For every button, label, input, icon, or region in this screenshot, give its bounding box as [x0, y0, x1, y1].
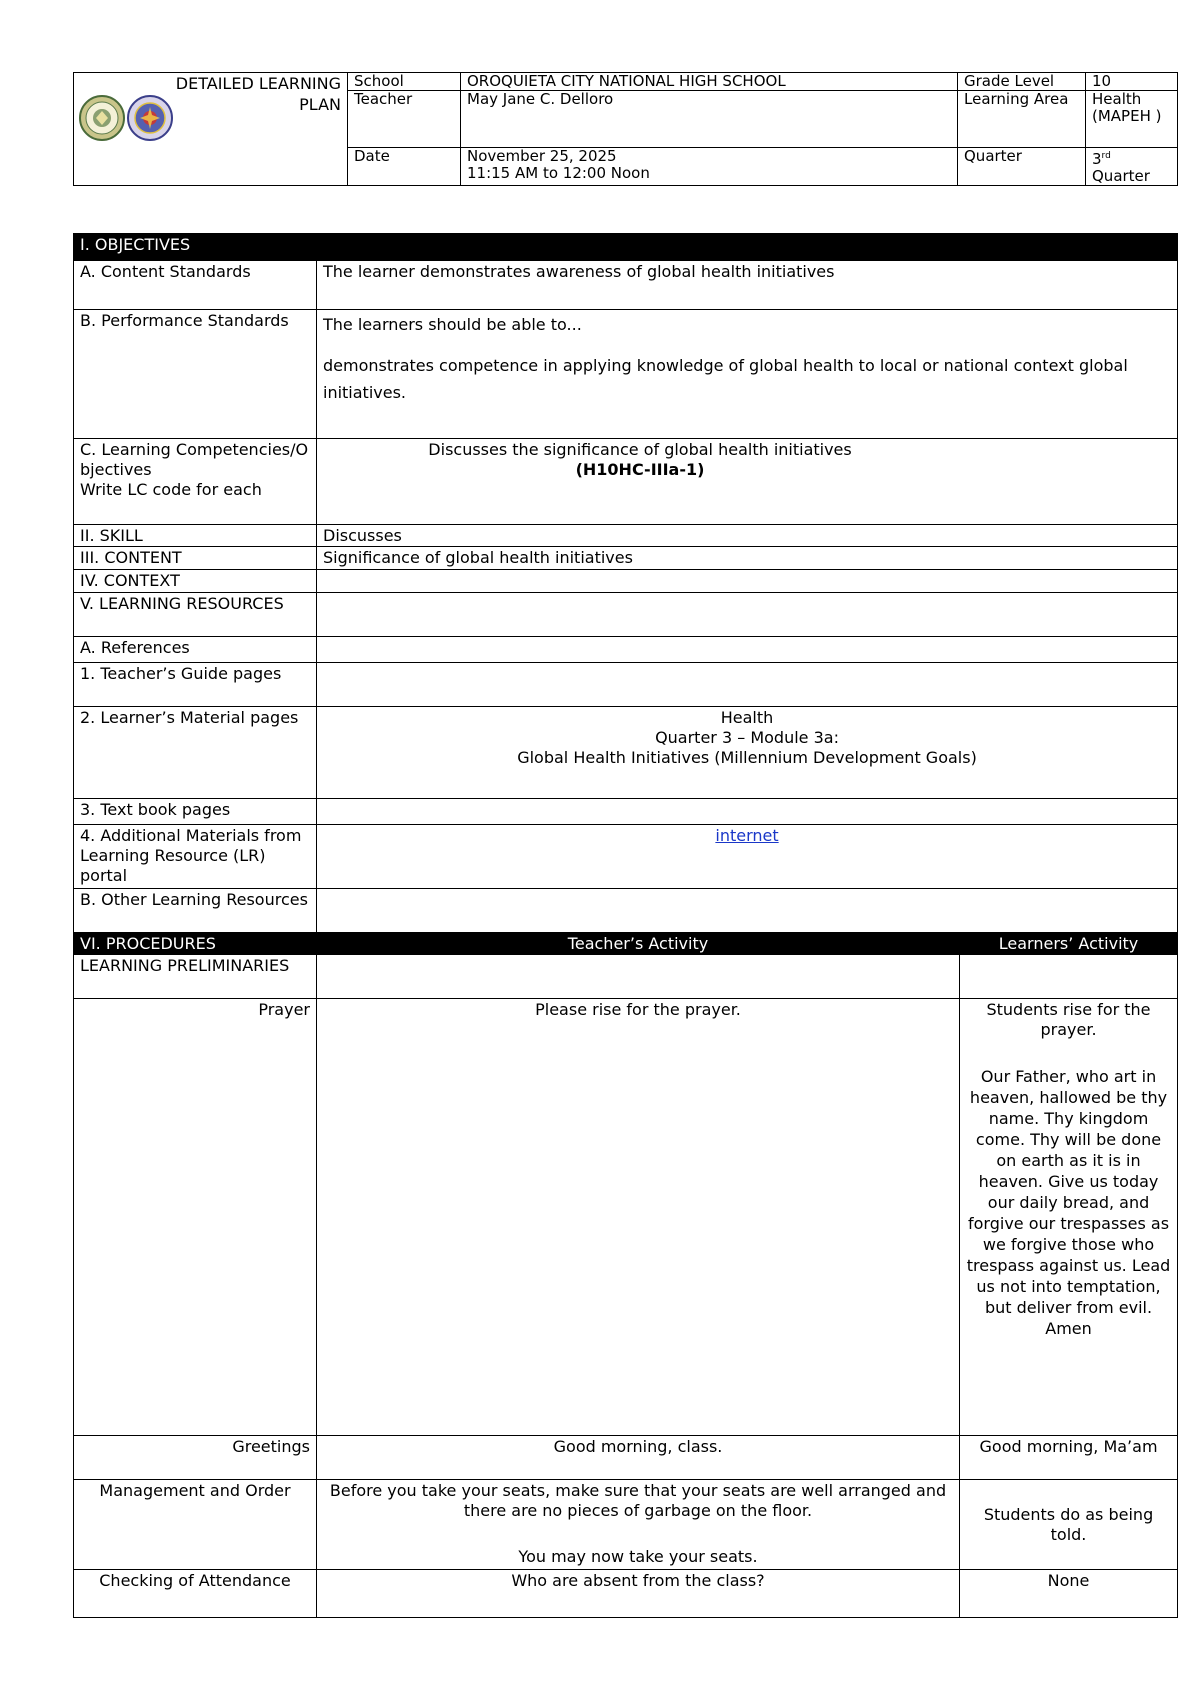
prayer-learner-cell: [960, 999, 1178, 1436]
attendance-teacher: Who are absent from the class?: [317, 1570, 960, 1618]
school-value: OROQUIETA CITY NATIONAL HIGH SCHOOL: [461, 73, 958, 91]
resources-value: [317, 593, 1178, 637]
competency-value: Discusses the significance of global health initiatives: [428, 440, 852, 459]
performance-intro: The learners should be able to...: [323, 315, 582, 334]
quarter-suffix: rd: [1101, 150, 1111, 161]
competency-cell: [317, 439, 1178, 525]
quarter-label: Quarter: [958, 147, 1086, 185]
grade-value: 10: [1086, 73, 1178, 91]
teachers-guide-label: 1. Teacher’s Guide pages: [74, 663, 317, 707]
management-learner: Students do as being told.: [960, 1480, 1178, 1570]
management-teacher-instruction: Before you take your seats, make sure that your seats are well arranged and there are no pieces of garbage on the floor.: [329, 1481, 947, 1520]
references-value: [317, 637, 1178, 663]
prayer-label: Prayer: [74, 999, 317, 1436]
teacher-activity-heading: Teacher’s Activity: [317, 933, 960, 955]
preliminaries-learner: [960, 955, 1178, 999]
management-teacher-cell: [317, 1480, 960, 1570]
attendance-learner: None: [960, 1570, 1178, 1618]
competency-label-cell: [74, 439, 317, 525]
internet-link[interactable]: internet: [715, 826, 779, 845]
content-label: III. CONTENT: [74, 547, 317, 570]
prayer-text: Our Father, who art in heaven, hallowed be thy name. Thy kingdom come. Thy will be done on earth as it is in heaven. Give us today our daily bread, and forgive our trespasses as we forgive those who trespass against us. Lead us not into temptation, but deliver from evil. Amen: [966, 1067, 1171, 1338]
references-label: A. References: [74, 637, 317, 663]
management-teacher-seat: You may now take your seats.: [518, 1547, 758, 1566]
lm-line2: Quarter 3 – Module 3a:: [655, 728, 839, 747]
learners-material-cell: [317, 707, 1178, 799]
competency-label: C. Learning Competencies/Objectives: [80, 440, 309, 479]
other-resources-value: [317, 889, 1178, 933]
lm-line1: Health: [720, 708, 774, 727]
deped-seal-icon: [128, 96, 172, 140]
content-standards-value: The learner demonstrates awareness of global health initiatives: [317, 261, 1178, 310]
greetings-learner: Good morning, Ma’am: [960, 1436, 1178, 1480]
management-label: Management and Order: [74, 1480, 317, 1570]
skill-label: II. SKILL: [74, 525, 317, 547]
competency-instruction: Write LC code for each: [80, 480, 262, 499]
date-value: November 25, 2025: [467, 147, 617, 165]
school-label: School: [348, 73, 461, 91]
learners-material-label: 2. Learner’s Material pages: [74, 707, 317, 799]
greetings-teacher: Good morning, class.: [317, 1436, 960, 1480]
time-value: 11:15 AM to 12:00 Noon: [467, 163, 650, 182]
competency-code: (H10HC-IIIa-1): [575, 460, 705, 479]
other-resources-label: B. Other Learning Resources: [74, 889, 317, 933]
objectives-heading: I. OBJECTIVES: [74, 234, 1178, 261]
prayer-learner-instruction: Students rise for the prayer.: [986, 1000, 1151, 1039]
textbook-label: 3. Text book pages: [74, 799, 317, 825]
quarter-word: Quarter: [1092, 166, 1150, 185]
title-cell: [74, 73, 348, 186]
seals-logo: [78, 93, 178, 143]
area-value: Health (MAPEH ): [1086, 91, 1178, 148]
grade-label: Grade Level: [958, 73, 1086, 91]
teacher-label: Teacher: [348, 91, 461, 148]
lm-line3: Global Health Initiatives (Millennium Development Goals): [517, 748, 977, 767]
greetings-label: Greetings: [74, 1436, 317, 1480]
date-cell: [461, 147, 958, 185]
context-label: IV. CONTEXT: [74, 570, 317, 593]
prayer-teacher: Please rise for the prayer.: [317, 999, 960, 1436]
lesson-table: [73, 233, 1178, 1618]
content-value: Significance of global health initiatives: [317, 547, 1178, 570]
textbook-value: [317, 799, 1178, 825]
performance-standards-label: B. Performance Standards: [74, 310, 317, 439]
header-table: [73, 72, 1178, 186]
date-label: Date: [348, 147, 461, 185]
quarter-number: 3: [1092, 149, 1102, 168]
attendance-label: Checking of Attendance: [74, 1570, 317, 1618]
quarter-cell: [1086, 147, 1178, 185]
performance-value: demonstrates competence in applying knowledge of global health to local or national context global initiatives.: [323, 356, 1128, 402]
teachers-guide-value: [317, 663, 1178, 707]
context-value: [317, 570, 1178, 593]
plan-title: DETAILED LEARNING PLAN: [175, 74, 341, 114]
learner-activity-heading: Learners’ Activity: [960, 933, 1178, 955]
area-label: Learning Area: [958, 91, 1086, 148]
additional-materials-label: 4. Additional Materials from Learning Resource (LR) portal: [74, 825, 317, 889]
skill-value: Discusses: [317, 525, 1178, 547]
content-standards-label: A. Content Standards: [74, 261, 317, 310]
additional-materials-cell: [317, 825, 1178, 889]
performance-standards-cell: [317, 310, 1178, 439]
teacher-value: May Jane C. Delloro: [461, 91, 958, 148]
preliminaries-label: LEARNING PRELIMINARIES: [74, 955, 317, 999]
procedures-heading: VI. PROCEDURES: [74, 933, 317, 955]
preliminaries-teacher: [317, 955, 960, 999]
school-seal-icon: [80, 96, 124, 140]
resources-label: V. LEARNING RESOURCES: [74, 593, 317, 637]
